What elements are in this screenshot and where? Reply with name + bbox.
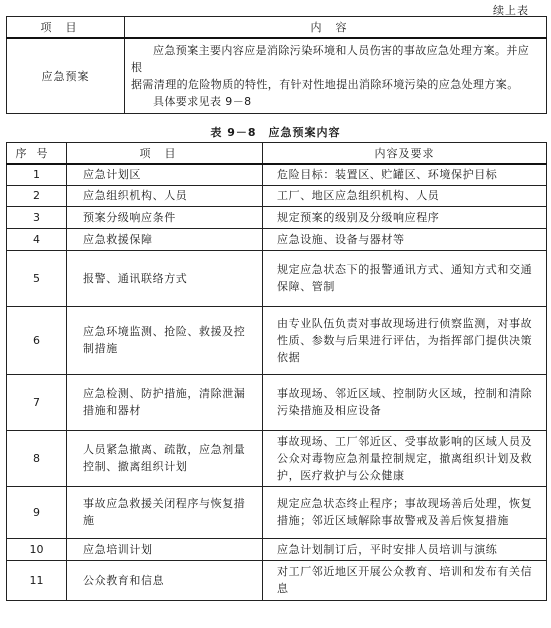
row-requirements: 危险目标：装置区、贮罐区、环境保护目标 (263, 164, 547, 185)
table-caption: 表 9－8 应急预案内容 (210, 126, 341, 139)
row-number: 4 (7, 228, 67, 250)
row-content (125, 38, 547, 114)
row-requirements: 由专业队伍负责对事故现场进行侦察监测，对事故性质、参数与后果进行评估，为指挥部门提供决策依据 (263, 306, 547, 374)
row-item: 应急检测、防护措施，清除泄漏措施和器材 (67, 374, 263, 430)
row-item: 预案分级响应条件 (67, 206, 263, 228)
row-requirements: 事故现场、邻近区域、控制防火区域，控制和清除污染措施及相应设备 (263, 374, 547, 430)
table-row (7, 560, 547, 600)
row-item: 公众教育和信息 (67, 560, 263, 600)
continued-table (6, 16, 547, 114)
row-item: 事故应急救援关闭程序与恢复措施 (67, 486, 263, 538)
row-item: 人员紧急撤离、疏散，应急剂量控制、撤离组织计划 (67, 430, 263, 486)
row-number: 9 (7, 486, 67, 538)
row-requirements: 事故现场、工厂邻近区、受事故影响的区域人员及公众对毒物应急剂量控制规定，撤离组织计划及救护，医疗救护与公众健康 (263, 430, 547, 486)
content-line: 应急预案主要内容应是消除污染环境和人员伤害的事故应急处理方案。并应根 (131, 44, 530, 74)
row-requirements: 应急计划制订后，平时安排人员培训与演练 (263, 538, 547, 560)
row-number: 6 (7, 306, 67, 374)
table-row (7, 38, 547, 114)
table-row (7, 430, 547, 486)
table-row (7, 374, 547, 430)
content-line: 据需清理的危险物质的特性，有针对性地提出消除环境污染的应急处理方案。 (131, 78, 519, 91)
content-line: 具体要求见表 9－8 (153, 95, 252, 108)
row-number: 8 (7, 430, 67, 486)
row-number: 5 (7, 250, 67, 306)
row-item: 应急救援保障 (67, 228, 263, 250)
row-item: 应急组织机构、人员 (67, 185, 263, 206)
header-no: 序号 (7, 143, 67, 165)
row-number: 2 (7, 185, 67, 206)
header-item: 项目 (67, 143, 263, 165)
row-item: 应急环境监测、抢险、救援及控制措施 (67, 306, 263, 374)
row-number: 3 (7, 206, 67, 228)
table-row (7, 185, 547, 206)
row-requirements: 应急设施、设备与器材等 (263, 228, 547, 250)
row-number: 10 (7, 538, 67, 560)
row-item: 应急计划区 (67, 164, 263, 185)
row-number: 1 (7, 164, 67, 185)
header-item: 项目 (7, 17, 125, 39)
row-requirements: 对工厂邻近地区开展公众教育、培训和发布有关信息 (263, 560, 547, 600)
table-row (7, 306, 547, 374)
header-content: 内容 (125, 17, 547, 39)
row-requirements: 规定预案的级别及分级响应程序 (263, 206, 547, 228)
row-item: 应急培训计划 (67, 538, 263, 560)
emergency-plan-table (6, 142, 547, 601)
table-row (7, 250, 547, 306)
row-item: 报警、通讯联络方式 (67, 250, 263, 306)
row-requirements: 规定应急状态终止程序；事故现场善后处理，恢复措施；邻近区域解除事故警戒及善后恢复措施 (263, 486, 547, 538)
table-row (7, 206, 547, 228)
table-row (7, 538, 547, 560)
table-row (7, 486, 547, 538)
row-number: 11 (7, 560, 67, 600)
row-requirements: 规定应急状态下的报警通讯方式、通知方式和交通保障、管制 (263, 250, 547, 306)
row-number: 7 (7, 374, 67, 430)
table-row (7, 164, 547, 185)
continued-label: 续上表 (493, 4, 529, 17)
table-row (7, 228, 547, 250)
row-label: 应急预案 (7, 38, 125, 114)
table-header (7, 143, 547, 165)
header-requirements: 内容及要求 (263, 143, 547, 165)
row-requirements: 工厂、地区应急组织机构、人员 (263, 185, 547, 206)
continued-table-header (7, 17, 547, 39)
